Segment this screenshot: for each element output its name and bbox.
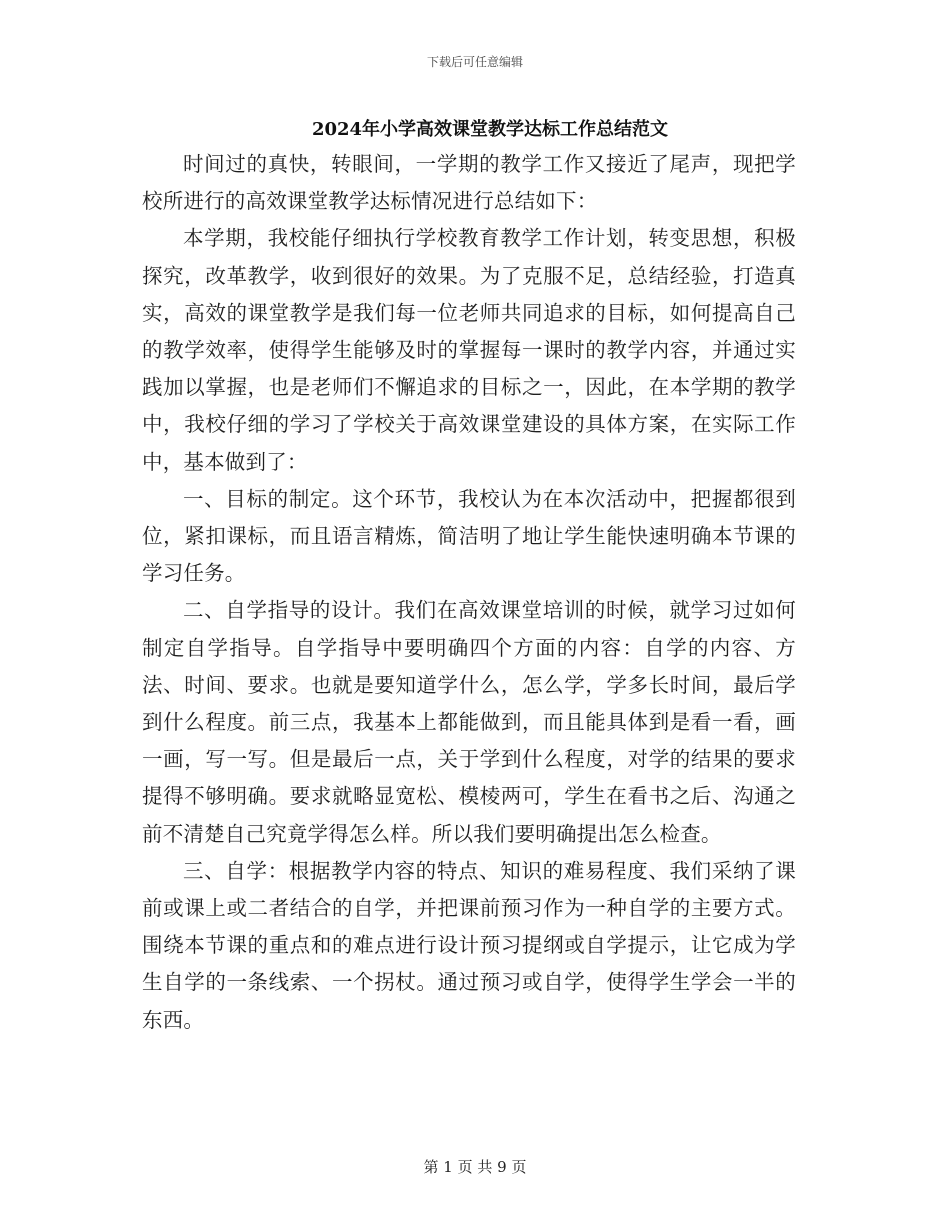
- document-title: 2024年小学高效课堂教学达标工作总结范文: [311, 119, 669, 140]
- paragraph-goal-setting: 一、目标的制定。这个环节，我校认为在本次活动中，把握都很到位，紧扣课标，而且语言精炼，简洁明了地让学生能快速明确本节课的学习任务。: [142, 486, 796, 586]
- document-body: [142, 146, 796, 1039]
- paragraph-overview: 本学期，我校能仔细执行学校教育教学工作计划，转变思想，积极探究，改革教学，收到很好的效果。为了克服不足，总结经验，打造真实，高效的课堂教学是我们每一位老师共同追求的目标，如何提高自己的教学效率，使得学生能够及时的掌握每一课时的教学内容，并通过实践加以掌握，也是老师们不懈追求的目标之一，因此，在本学期的教学中，我校仔细的学习了学校关于高效课堂建设的具体方案，在实际工作中，基本做到了：: [142, 226, 796, 474]
- page-number-footer: 第 1 页 共 9 页: [423, 1158, 527, 1176]
- paragraph-intro: 时间过的真快，转眼间，一学期的教学工作又接近了尾声，现把学校所进行的高效课堂教学达标情况进行总结如下：: [142, 152, 796, 214]
- paragraph-self-study: 三、自学：根据教学内容的特点、知识的难易程度、我们采纳了课前或课上或二者结合的自学，并把课前预习作为一种自学的主要方式。围绕本节课的重点和的难点进行设计预习提纲或自学提示，让它成为学生自学的一条线索、一个拐杖。通过预习或自学，使得学生学会一半的东西。: [142, 858, 796, 1032]
- page-header-note: 下载后可任意编辑: [426, 55, 523, 69]
- paragraph-self-study-guide: 二、自学指导的设计。我们在高效课堂培训的时候，就学习过如何制定自学指导。自学指导中要明确四个方面的内容：自学的内容、方法、时间、要求。也就是要知道学什么，怎么学，学多长时间，最后学到什么程度。前三点，我基本上都能做到，而且能具体到是看一看，画一画，写一写。但是最后一点，关于学到什么程度，对学的结果的要求提得不够明确。要求就略显宽松、模棱两可，学生在看书之后、沟通之前不清楚自己究竟学得怎么样。所以我们要明确提出怎么检查。: [142, 598, 796, 846]
